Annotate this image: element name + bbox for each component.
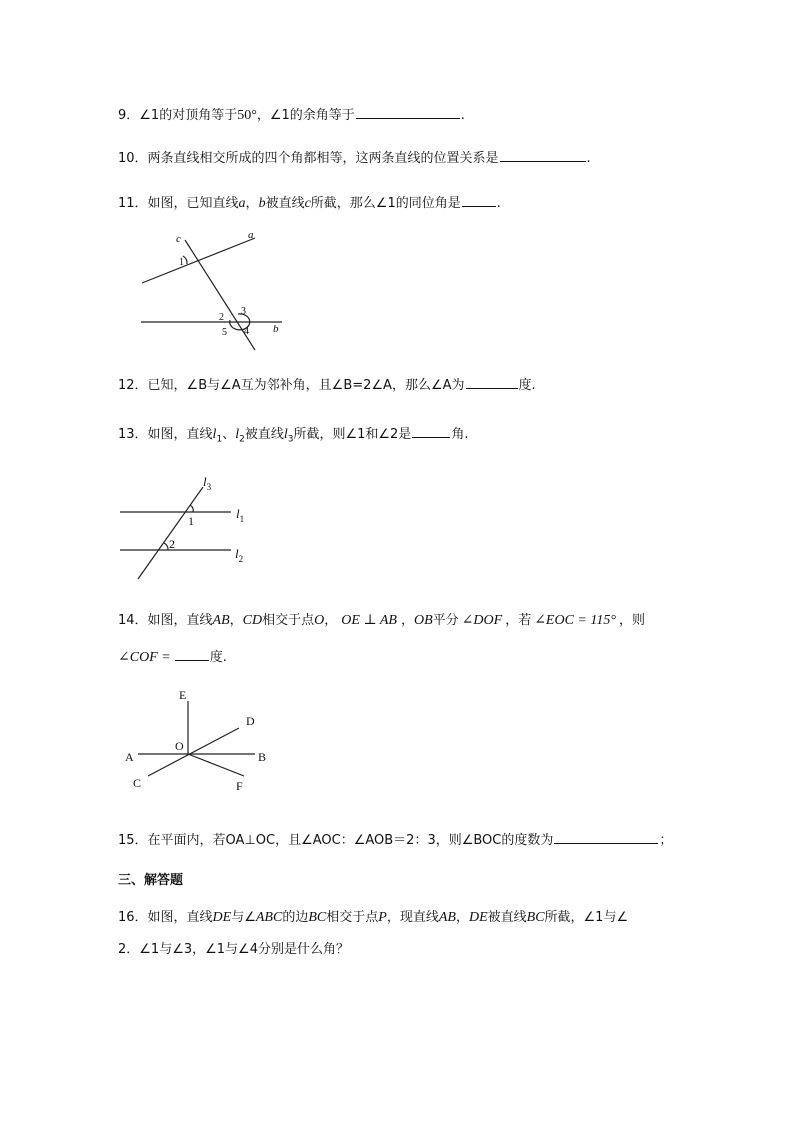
question-13: 13．如图，直线$l_1$、$l_2$被直线$l_3$所截，则∠1和∠2是 角. — [118, 423, 468, 449]
label-D: D — [246, 714, 255, 728]
answer-blank[interactable] — [175, 646, 209, 661]
label-5: 5 — [222, 327, 227, 338]
question-11: 11．如图，已知直线a，b被直线c所截，那么∠1的同位角是 . — [118, 192, 501, 213]
label-2: 2 — [169, 537, 175, 551]
section-title: 三、解答题 — [118, 873, 184, 888]
label-3: 3 — [241, 306, 246, 317]
answer-blank[interactable] — [412, 423, 450, 438]
answer-blank[interactable] — [500, 147, 586, 162]
angle-1-arc — [190, 505, 193, 512]
line-l3 — [138, 487, 203, 579]
label-A: A — [125, 750, 134, 764]
label-b: b — [273, 323, 279, 335]
label-2: 2 — [219, 312, 224, 323]
label-l1: $l_1$ — [236, 506, 245, 524]
answer-blank[interactable] — [554, 829, 658, 844]
label-C: C — [133, 776, 142, 790]
question-14-line1: 14．如图，直线AB，CD相交于点O， OE ⊥ AB ，OB平分 ∠DOF ，若 ∠EOC = 115° ，则 — [118, 613, 645, 628]
label-l3: $l_3$ — [203, 474, 212, 492]
label-a: a — [248, 229, 254, 241]
angle-2-arc — [164, 543, 168, 550]
figure-q11 — [135, 228, 295, 354]
ray-of — [188, 754, 244, 776]
answer-blank[interactable] — [466, 374, 518, 389]
angle-value: 50° — [237, 108, 257, 123]
label-E: E — [179, 688, 187, 702]
label-1: 1 — [188, 514, 194, 528]
question-16-line2: 2．∠1与∠3，∠1与∠4分别是什么角？ — [118, 942, 349, 957]
figure-q13 — [115, 472, 265, 584]
question-15: 15．在平面内，若OA⊥OC，且∠AOC：∠AOB＝2：3，则∠BOC的度数为 ； — [118, 829, 672, 850]
label-O: O — [175, 739, 184, 753]
label-l2: $l_2$ — [235, 546, 244, 564]
question-10: 10．两条直线相交所成的四个角都相等，这两条直线的位置关系是 . — [118, 147, 591, 168]
question-12: 12．已知，∠B与∠A互为邻补角，且∠B=2∠A，那么∠A为 度. — [118, 374, 536, 395]
label-F: F — [236, 779, 243, 793]
figure-q14 — [118, 686, 278, 796]
label-4: 4 — [244, 326, 249, 337]
answer-blank[interactable] — [356, 104, 460, 119]
question-9: 9．∠1的对顶角等于50°，∠1的余角等于 . — [118, 104, 465, 125]
question-14-line2: ∠COF = 度. — [118, 646, 227, 667]
label-1: 1 — [179, 257, 184, 268]
question-16-line1: 16．如图，直线DE与∠ABC的边BC相交于点P，现直线AB，DE被直线BC所截，∠1与∠ — [118, 910, 629, 925]
answer-blank[interactable] — [462, 192, 496, 207]
label-B: B — [258, 750, 267, 764]
label-c: c — [176, 233, 181, 245]
